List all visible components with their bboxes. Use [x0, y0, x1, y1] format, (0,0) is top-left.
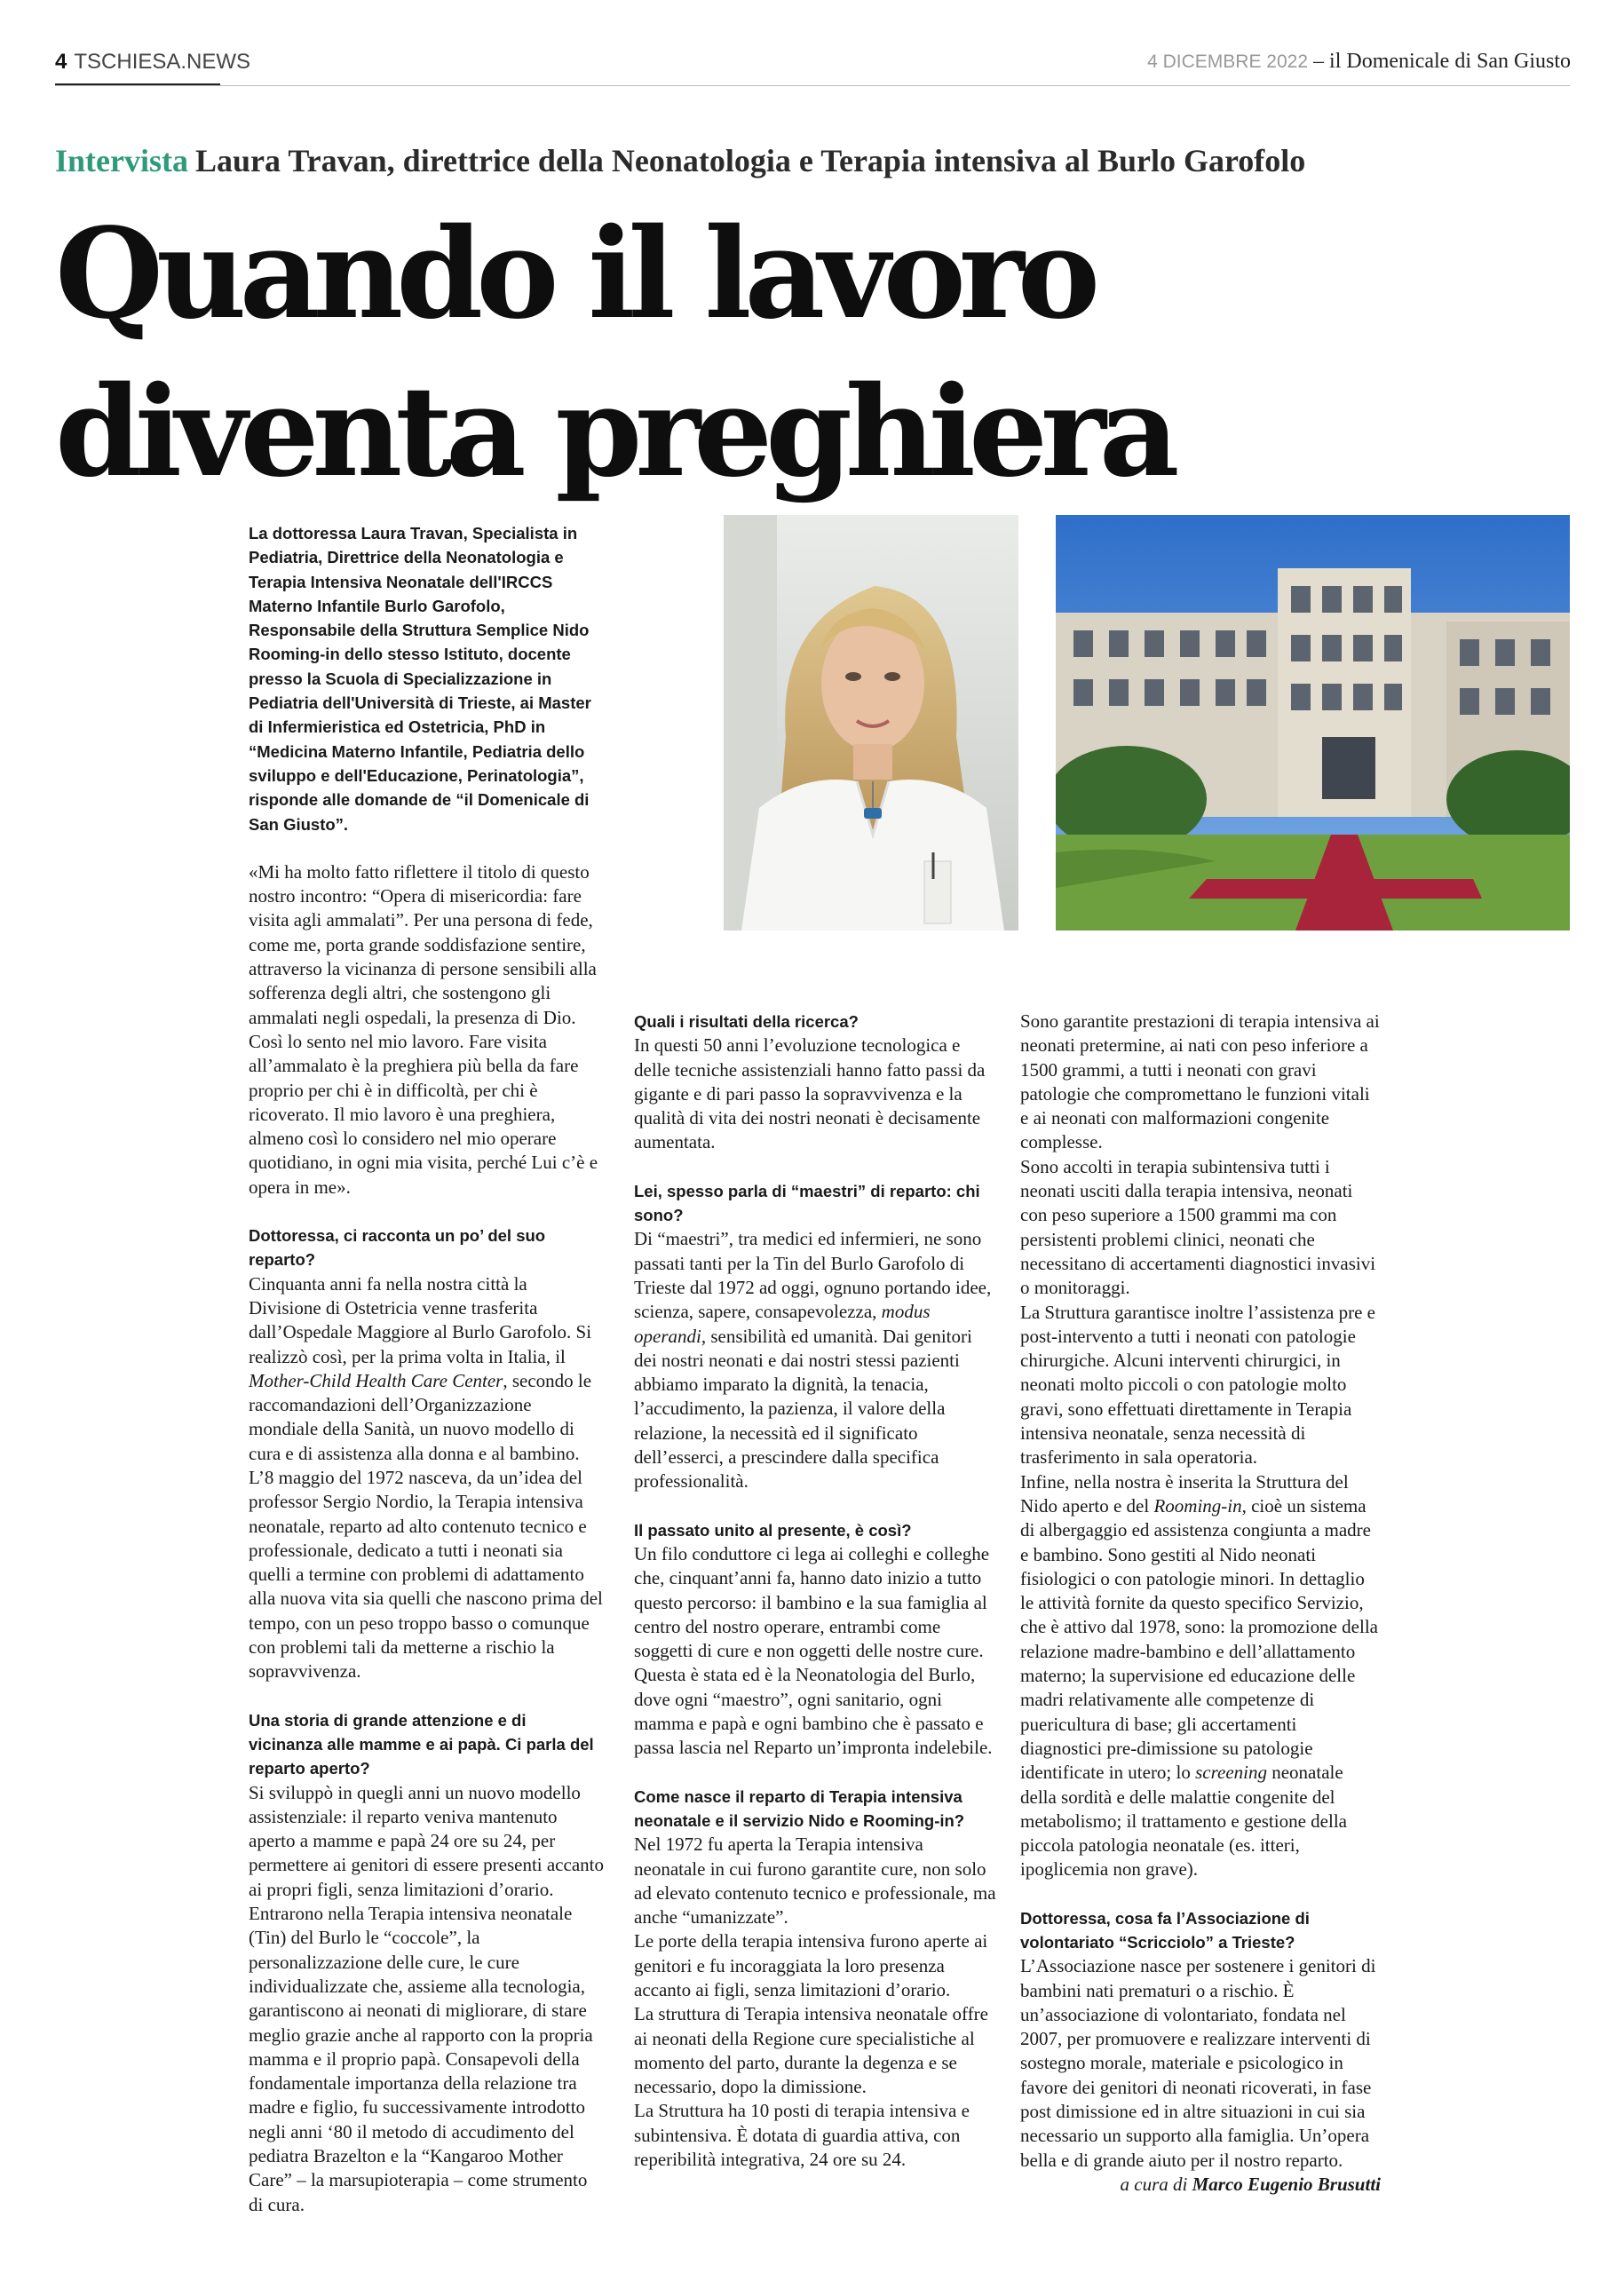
kicker [55, 142, 1573, 179]
portrait-photo [724, 515, 1018, 931]
answer-4-italic: modus operandi [634, 1301, 931, 1347]
answer-1-italic: Mother-Child Health Care Center [249, 1369, 503, 1391]
question-6: Come nasce il reparto di Terapia intensiva neonatale e il servizio Nido e Rooming-in? [634, 1786, 965, 1830]
header-separator: – [1308, 50, 1330, 73]
portrait-illustration [724, 515, 1018, 931]
page-header-right [1147, 50, 1571, 74]
answer-6-paragraph-2: Le porte della terapia intensiva furono aperte ai genitori e fu incoraggiata la loro presenza accanto ai figli, senza limitazioni d’orario. [634, 1930, 988, 2000]
article-column-1 [249, 521, 604, 2217]
byline [1020, 2173, 1381, 2197]
header-rule [55, 85, 1570, 86]
answer-6-paragraph-1: Nel 1972 fu aperta la Terapia intensiva neonatale in cui furono garantite cure, non solo ad elevato contenuto tecnico e professionale, ma anche “umanizzate”. [634, 1833, 996, 1928]
paragraph-4-text-mid: , cioè un sistema di albergaggio ed assistenza congiunta a madre e bambino. Sono gestiti al Nido neonati fisiologici o con patologie minori. In dettaglio le attività fornite da questo specifico Servizio, che è attivo dal 1978, sono: la promozione della relazione madre-bambino e dell’allattamento materno; la supervisione ed educazione delle madri relativamente alle competenze di puericultura di base; gli accertamenti diagnostici pre-dimissione su patologie identificate in utero; lo [1020, 1494, 1378, 1784]
question-1: Dottoressa, ci racconta un po’ del suo reparto? [249, 1226, 546, 1270]
answer-4-text: Di “maestri”, tra medici ed infermieri, ne sono passati tanti per la Tin del Burlo Garofolo di Trieste dal 1972 ad oggi, ognuno portando idee, scienza, sapere, consapevolezza, [634, 1228, 992, 1323]
headline-line-1: Quando il lavoro [55, 202, 1094, 347]
building-illustration [1056, 515, 1570, 931]
paragraph-4-italic-2: screening [1195, 1762, 1267, 1784]
kicker-text: Laura Travan, direttrice della Neonatologia e Terapia intensiva al Burlo Garofolo [194, 143, 1306, 178]
column-3-paragraph-3: La Struttura garantisce inoltre l’assistenza pre e post-intervento a tutti i neonati con patologie chirurgiche. Alcuni interventi chirurgici, in neonati molto piccoli o con patologie molto gravi, sono effettuati direttamente in Terapia intensiva neonatale, senza necessità di trasferimento in sala operatoria. [1020, 1301, 1376, 1469]
article-column-2 [634, 1010, 996, 2172]
paragraph-4-italic: Rooming-in [1153, 1494, 1242, 1517]
answer-4-text-end: , sensibilità ed umanità. Dai genitori dei nostri neonati e dai nostri stessi pazienti abbiamo imparato la dignità, la tenacia, l’accudimento, la pazienza, il valore della relazione, la necessità ed il significato dell’esserci, a prescindere dalla specifica professionalità. [634, 1325, 972, 1493]
answer-1-paragraph-1 [249, 1272, 604, 1466]
kicker-tag: Intervista [55, 143, 188, 178]
question-5: Il passato unito al presente, è così? [634, 1520, 912, 1540]
question-4: Lei, spesso parla di “maestri” di reparto: chi sono? [634, 1181, 980, 1225]
column-3-paragraph-1: Sono garantite prestazioni di terapia intensiva ai neonati pretermine, ai nati con peso inferiore a 1500 grammi, a tutti i neonati con gravi patologie che compromettano le funzioni vitali e ai neonati con malformazioni congenite complesse. [1020, 1010, 1380, 1153]
article-intro: La dottoressa Laura Travan, Specialista in Pediatria, Direttrice della Neonatologia e Terapia Intensiva Neonatale dell'IRCCS Materno Infantile Burlo Garofolo, Responsabile della Struttura Semplice Nido Rooming-in dello stesso Istituto, docente presso la Scuola di Specializzazione in Pediatria dell'Università di Trieste, ai Master di Infermieristica ed Ostetricia, PhD in “Medicina Materno Infantile, Pediatria dello sviluppo e dell'Educazione, Perinatologia”, risponde alle domande de “il Domenicale di San Giusto”. [249, 524, 591, 834]
answer-6-paragraph-4: La Struttura ha 10 posti di terapia intensiva e subintensiva. È dotata di guardia attiva, con reperibilità integrativa, 24 ore su 24. [634, 2100, 970, 2171]
question-3: Quali i risultati della ricerca? [634, 1012, 859, 1031]
answer-1-paragraph-2: L’8 maggio del 1972 nasceva, da un’idea del professor Sergio Nordio, la Terapia intensiva neonatale, reparto ad alto contenuto tecnico e professionale, dedicato a tutti i neonati sia quelli a termine con problemi di adattamento alla nuova vita sia quelli che nascono prima del tempo, con un peso troppo basso o comunque con problemi tali da metterne a rischio la sopravvivenza. [249, 1466, 603, 1683]
paragraph-4-text: Infine, nella nostra è inserita la Struttura del Nido aperto e del [1020, 1470, 1349, 1517]
byline-prefix: a cura di [1120, 2173, 1188, 2195]
answer-6-paragraph-3: La struttura di Terapia intensiva neonatale offre ai neonati della Regione cure specialistiche al momento del parto, durante la degenza e se necessario, dopo la dimissione. [634, 2003, 988, 2098]
column-3-paragraph-4 [1020, 1470, 1381, 1882]
answer-2: Si sviluppò in quegli anni un nuovo modello assistenziale: il reparto veniva mantenuto aperto a mamme e papà 24 ore su 24, per permettere ai genitori di essere presenti accanto ai propri figli, senza limitazioni d’orario. Entrarono nella Terapia intensiva neonatale (Tin) del Burlo le “coccole”, la personalizzazione delle cure, le cure individualizzate che, assieme alla tecnologia, garantiscono ai neonati di migliorare, di stare meglio grazie anche al rapporto con la propria mamma e il proprio papà. Consapevoli della fondamentale importanza della relazione tra madre e figlio, fu successivamente introdotto negli anni ‘80 il metodo di accudimento del pediatra Brazelton e la “Kangaroo Mother Care” – la marsupioterapia – come strumento di cura. [249, 1781, 604, 2215]
answer-1-text: Cinquanta anni fa nella nostra città la Divisione di Ostetricia venne trasferita dall’Ospedale Maggiore al Burlo Garofolo. Si realizzò così, per la prima volta in Italia, il [249, 1272, 592, 1367]
question-2: Una storia di grande attenzione e di vicinanza alle mamme e ai papà. Ci parla del reparto aperto? [249, 1710, 594, 1778]
headline-line-2: diventa preghiera [55, 360, 1173, 505]
column-3-paragraph-2: Sono accolti in terapia subintensiva tutti i neonati usciti dalla terapia intensiva, neonati con peso superiore a 1500 grammi ma con persistenti problemi clinici, neonati che necessitano di accertamenti diagnostici invasivi o monitoraggi. [1020, 1155, 1376, 1299]
opening-quote: «Mi ha molto fatto riflettere il titolo di questo nostro incontro: “Opera di misericordia: fare visita agli ammalati”. Per una persona di fede, come me, porta grande soddisfazione sentire, attraverso la vicinanza di persone sensibili alla sofferenza degli altri, che sostengono gli ammalati negli ospedali, la presenza di Dio. Così lo sento nel mio lavoro. Fare visita all’ammalato è la preghiera più bella da fare proprio per chi è in difficoltà, per chi è ricoverato. Il mio lavoro è una preghiera, almeno così lo considero nel mio operare quotidiano, in ogni mia visita, perché Lui c’è e opera in me». [249, 860, 598, 1198]
article-column-3 [1020, 1010, 1381, 2197]
paragraph-4-text-end: neonatale della sordità e delle malattie congenite del metabolismo; il trattamento e gestione della piccola patologia neonatale (es. itteri, ipoglicemia non grave). [1020, 1762, 1347, 1881]
question-7: Dottoressa, cosa fa l’Associazione di volontariato “Scricciolo” a Trieste? [1020, 1908, 1310, 1952]
headline [55, 195, 1565, 511]
answer-5: Un filo conduttore ci lega ai colleghi e colleghe che, cinquant’anni fa, hanno dato inizio a tutto questo percorso: il bambino e la sua famiglia al centro del nostro operare, entrambi come soggetti di cure e non oggetti delle nostre cure. Questa è stata ed è la Neonatologia del Burlo, dove ogni “maestro”, ogni sanitario, ogni mamma e papà e ogni bambino che è passato e passa lascia nel Reparto un’impronta indelebile. [634, 1542, 993, 1759]
issue-date: 4 DICEMBRE 2022 [1147, 51, 1309, 72]
building-photo [1056, 515, 1570, 931]
publication-name: il Domenicale di San Giusto [1329, 50, 1571, 73]
section-name: TSCHIESA.NEWS [74, 50, 251, 74]
answer-1-text-end: , secondo le raccomandazioni dell’Organizzazione mondiale della Sanità, un nuovo modello di cura e di assistenza alla donna e al bambino. [249, 1369, 592, 1464]
byline-author: Marco Eugenio Brusutti [1192, 2173, 1381, 2195]
answer-3: In questi 50 anni l’evoluzione tecnologica e delle tecniche assistenziali hanno fatto passi da gigante e di pari passo la sopravvivenza e la qualità di vita dei nostri neonati è decisamente aumentata. [634, 1034, 986, 1153]
answer-7: L’Associazione nasce per sostenere i genitori di bambini nati prematuri o a rischio. È un’associazione di volontariato, fondata nel 2007, per promuovere e realizzare interventi di sostegno morale, materiale e psicologico in favore dei genitori di neonati ricoverati, in fase post dimissione ed in altre situazioni in cui sia necessario un supporto alla famiglia. Un’opera bella e di grande aiuto per il nostro reparto. [1020, 1955, 1376, 2171]
page-number: 4 [55, 50, 67, 74]
answer-4 [634, 1227, 996, 1493]
page-header-left [55, 50, 250, 75]
